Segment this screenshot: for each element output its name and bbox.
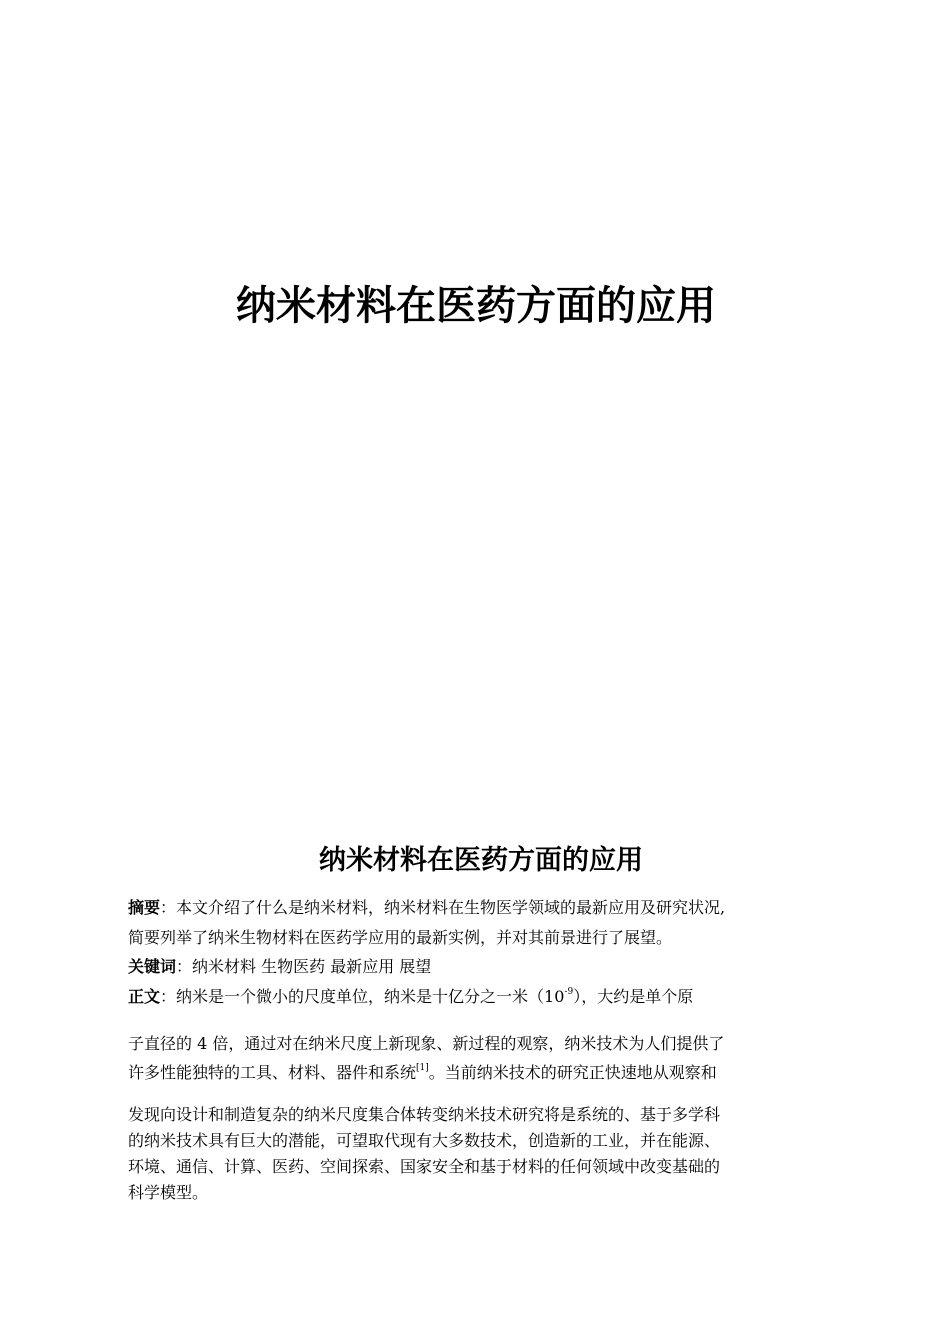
body-colon: ： — [160, 987, 177, 1006]
body-line-4: 发现向设计和制造复杂的纳米尺度集合体转变纳米技术研究将是系统的、基于多学科 — [128, 1105, 721, 1124]
body-text-1a: 纳米是一个微小的尺度单位，纳米是十亿分之一米（10 — [176, 987, 565, 1006]
abstract-colon: ： — [160, 898, 177, 917]
abstract-paragraph — [128, 893, 848, 953]
body-line-6: 环境、通信、计算、医药、空间探索、国家安全和基于材料的任何领域中改变基础的 — [128, 1157, 721, 1176]
body-text-3b: 。当前纳米技术的研究正快速地从观察和 — [428, 1063, 717, 1082]
body-line-1 — [128, 986, 848, 1011]
keywords-label: 关键词 — [128, 957, 177, 976]
exponent-superscript: -9 — [564, 987, 574, 997]
body-line-2: 子直径的 4 倍，通过对在纳米尺度上新现象、新过程的观察，纳米技术为人们提供了 — [128, 1034, 725, 1053]
keywords-colon: ： — [176, 957, 193, 976]
body-block-2 — [128, 1029, 848, 1091]
body-line-5: 的纳米技术具有巨大的潜能，可望取代现有大多数技术，创造新的工业，并在能源、 — [128, 1131, 721, 1150]
body-block-3 — [128, 1102, 848, 1206]
cover-title: 纳米材料在医药方面的应用 — [236, 283, 716, 329]
article-title: 纳米材料在医药方面的应用 — [319, 845, 643, 876]
abstract-line-1 — [128, 893, 848, 923]
body-text-3a: 许多性能独特的工具、材料、器件和系统 — [128, 1063, 417, 1082]
keywords-text: 纳米材料 生物医药 最新应用 展望 — [192, 957, 432, 976]
body-line-7: 科学模型。 — [128, 1183, 209, 1202]
citation-superscript: [1] — [416, 1063, 429, 1073]
body-line-3 — [128, 1058, 848, 1091]
keywords-paragraph — [128, 956, 848, 978]
abstract-line-2: 简要列举了纳米生物材料在医药学应用的最新实例，并对其前景进行了展望。 — [128, 928, 673, 947]
body-text-1b: ），大约是单个原 — [573, 987, 694, 1006]
body-label: 正文 — [128, 987, 161, 1006]
abstract-label: 摘要 — [128, 898, 161, 917]
abstract-text-1: 本文介绍了什么是纳米材料，纳米材料在生物医学领域的最新应用及研究状况, — [176, 898, 726, 917]
